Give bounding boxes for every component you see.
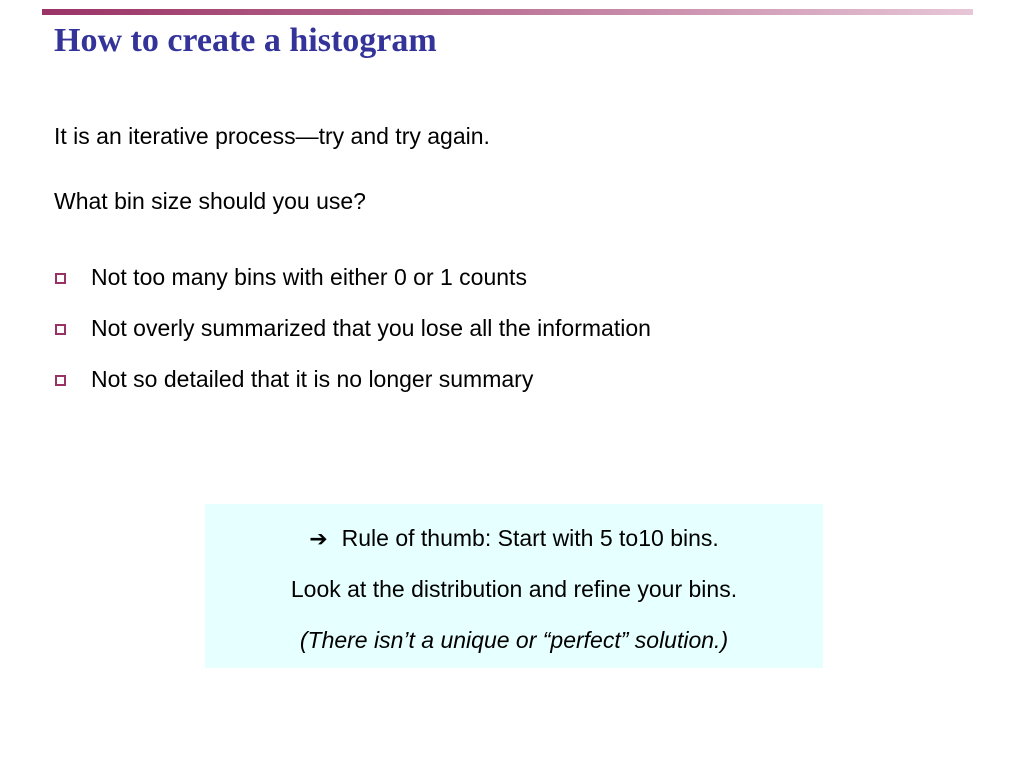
arrow-right-icon: ➔ — [309, 527, 328, 552]
bullet-text: Not so detailed that it is no longer summary — [91, 366, 534, 392]
rule-text: Rule of thumb: Start with 5 to10 bins. — [341, 525, 719, 551]
intro-paragraph: It is an iterative process—try and try again. — [54, 123, 490, 149]
list-item — [54, 314, 854, 344]
list-item — [54, 263, 854, 293]
list-item — [54, 365, 854, 395]
rule-of-thumb-callout — [205, 504, 823, 668]
callout-line-rule — [205, 524, 823, 554]
square-bullet-icon — [55, 324, 66, 335]
square-bullet-icon — [55, 375, 66, 386]
bullet-text: Not too many bins with either 0 or 1 counts — [91, 264, 527, 290]
bullet-text: Not overly summarized that you lose all the information — [91, 315, 651, 341]
callout-line-note: (There isn’t a unique or “perfect” solution.) — [299, 627, 729, 653]
slide-title: How to create a histogram — [54, 22, 437, 59]
callout-line-refine: Look at the distribution and refine your bins. — [290, 576, 738, 602]
square-bullet-icon — [55, 273, 66, 284]
title-accent-bar — [42, 9, 973, 15]
question-paragraph: What bin size should you use? — [54, 188, 366, 214]
